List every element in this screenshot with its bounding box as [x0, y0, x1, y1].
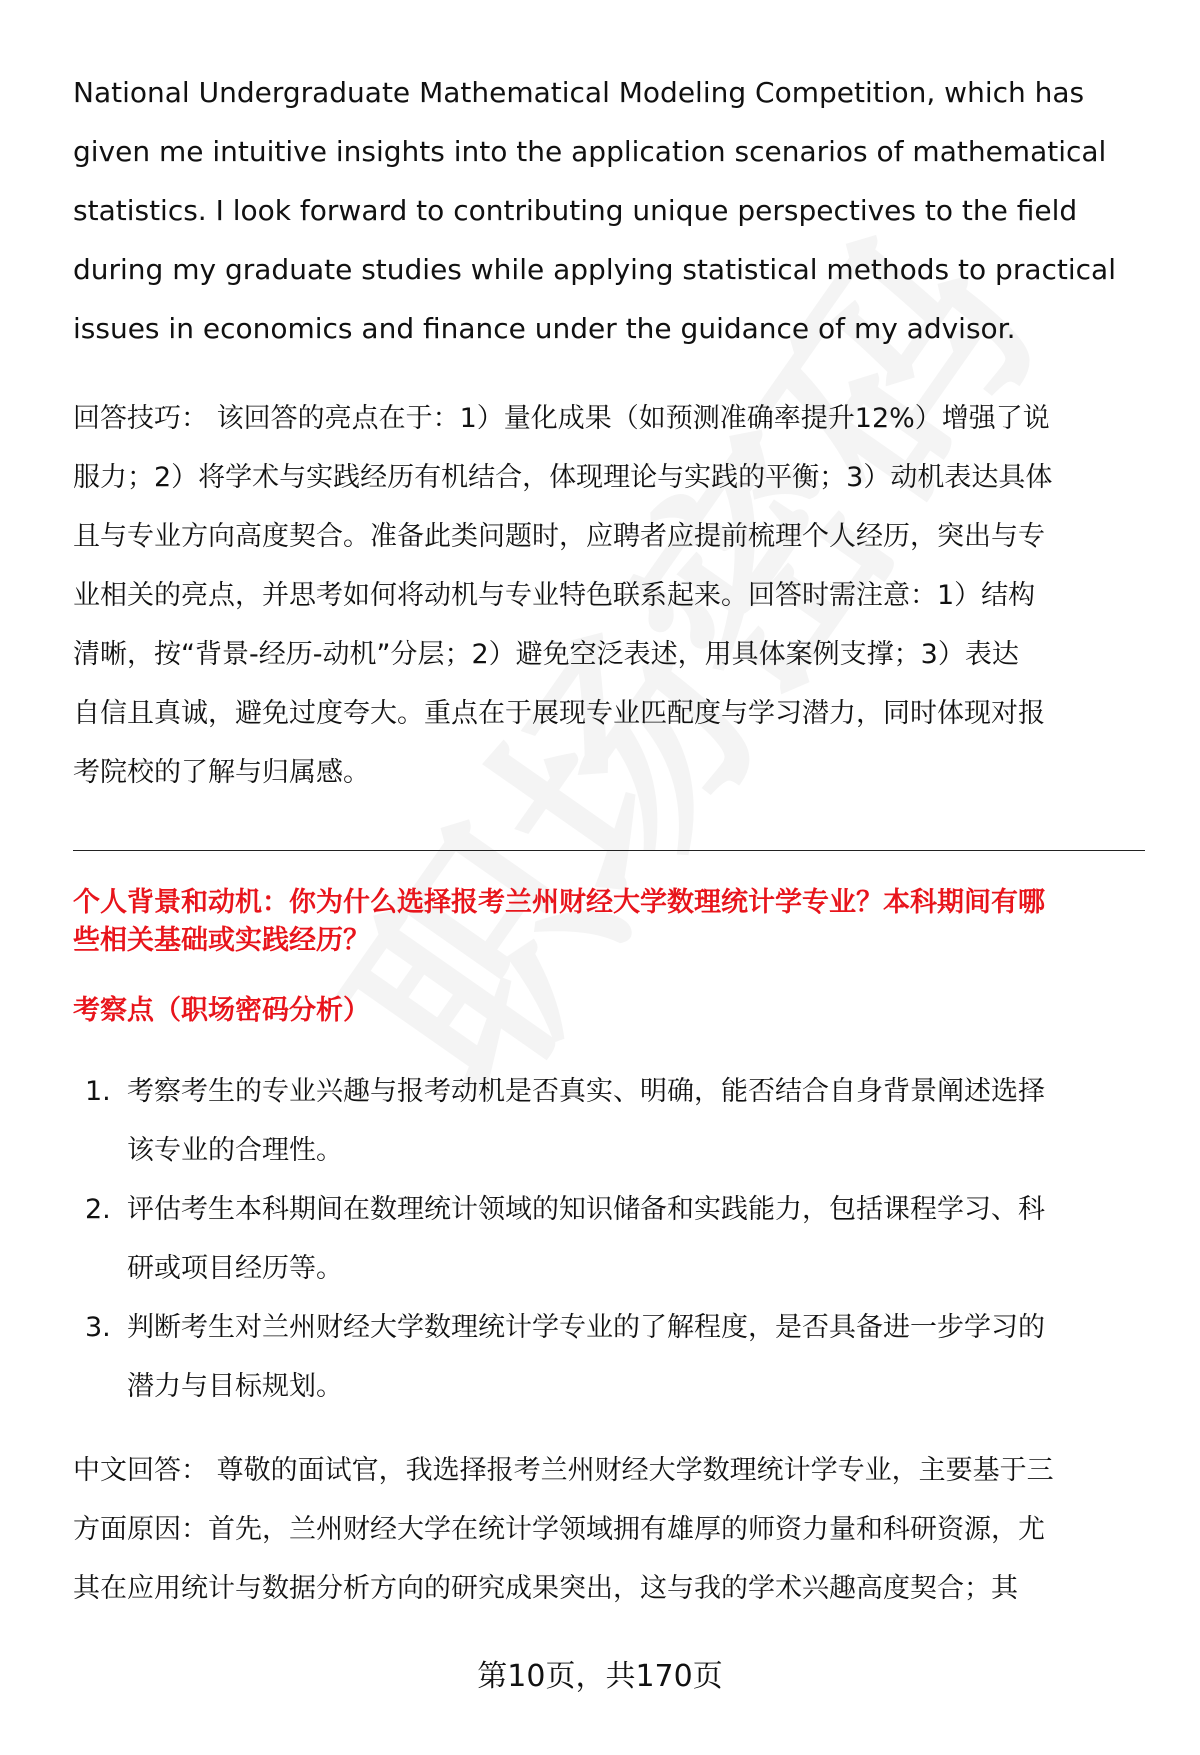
list-number: 1.: [85, 1076, 111, 1107]
text-line: during my graduate studies while applying statistical methods to practical: [73, 253, 1116, 286]
text-line: 其在应用统计与数据分析方向的研究成果突出，这与我的学术兴趣高度契合；其: [73, 1573, 1018, 1604]
text-line: 潜力与目标规划。: [127, 1371, 343, 1402]
text-line: 考院校的了解与归属感。: [73, 757, 370, 788]
text-line: 判断考生对兰州财经大学数理统计学专业的了解程度，是否具备进一步学习的: [127, 1312, 1045, 1343]
text-line: 该专业的合理性。: [127, 1135, 343, 1166]
text-line: 评估考生本科期间在数理统计领域的知识储备和实践能力，包括课程学习、科: [127, 1194, 1045, 1225]
text-line: 方面原因：首先，兰州财经大学在统计学领域拥有雄厚的师资力量和科研资源，尤: [73, 1514, 1045, 1545]
chinese-answer: [73, 1441, 1153, 1618]
heading-line: 个人背景和动机：你为什么选择报考兰州财经大学数理统计学专业？本科期间有哪: [73, 887, 1045, 918]
question-heading: [73, 884, 1153, 960]
list-number: 3.: [85, 1312, 111, 1343]
english-paragraph: [73, 63, 1153, 358]
text-line: 业相关的亮点，并思考如何将动机与专业特色联系起来。回答时需注意：1）结构: [73, 580, 1036, 611]
focus-list: [73, 1062, 1153, 1416]
text-line: issues in economics and finance under the guidance of my advisor.: [73, 312, 1016, 345]
heading-line: 考察点（职场密码分析）: [73, 995, 370, 1026]
text-line: 考察考生的专业兴趣与报考动机是否真实、明确，能否结合自身背景阐述选择: [127, 1076, 1045, 1107]
list-item: [73, 1298, 1153, 1416]
list-item: [73, 1062, 1153, 1180]
text-line: 研或项目经历等。: [127, 1253, 343, 1284]
text-line: National Undergraduate Mathematical Modeling Competition, which has: [73, 76, 1085, 109]
text-line: statistics. I look forward to contributing unique perspectives to the field: [73, 194, 1078, 227]
text-line: 服力；2）将学术与实践经历有机结合，体现理论与实践的平衡；3）动机表达具体: [73, 462, 1053, 493]
focus-heading: [73, 992, 1153, 1030]
page-number: 第10页，共170页: [477, 1659, 723, 1694]
text-line: 清晰，按“背景-经历-动机”分层；2）避免空泛表述，用具体案例支撑；3）表达: [73, 639, 1019, 670]
tips-paragraph: [73, 389, 1153, 802]
text-line: 且与专业方向高度契合。准备此类问题时，应聘者应提前梳理个人经历，突出与专: [73, 521, 1045, 552]
list-number: 2.: [85, 1194, 111, 1225]
text-line: given me intuitive insights into the application scenarios of mathematical: [73, 135, 1107, 168]
section-divider: [73, 850, 1145, 851]
text-line: 回答技巧： 该回答的亮点在于：1）量化成果（如预测准确率提升12%）增强了说: [73, 403, 1050, 434]
text-line: 自信且真诚，避免过度夸大。重点在于展现专业匹配度与学习潜力，同时体现对报: [73, 698, 1045, 729]
text-line: 中文回答： 尊敬的面试官，我选择报考兰州财经大学数理统计学专业，主要基于三: [73, 1455, 1054, 1486]
list-item: [73, 1180, 1153, 1298]
heading-line: 些相关基础或实践经历？: [73, 925, 370, 956]
